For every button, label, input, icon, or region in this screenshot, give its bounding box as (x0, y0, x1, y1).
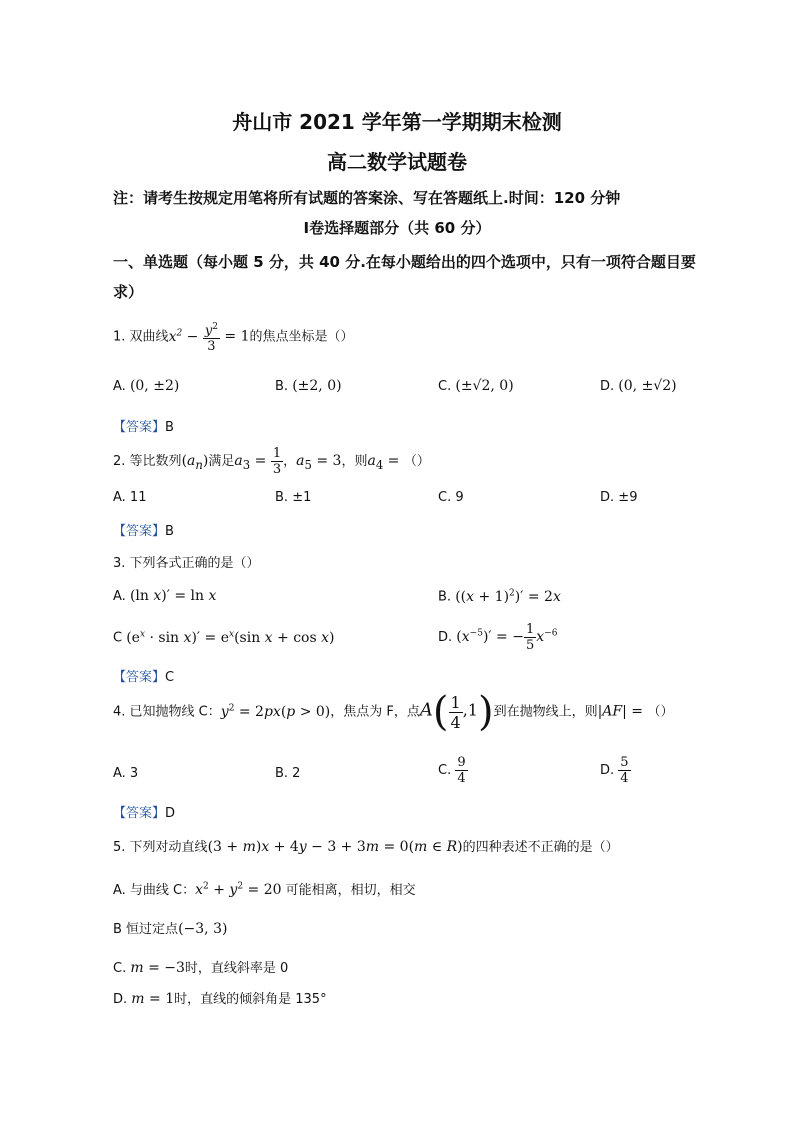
option-d: D. $(x^{-5})'$ = − $\frac{1}{5}$ $x^{-6}$ (438, 622, 558, 653)
question-5: 5. 下列对动直线(3 + m)x + 4y − 3 + 3m = 0(m ∈ R)的四种表述不正确的是（） (113, 839, 619, 855)
answer-3: 【答案】C (113, 670, 175, 685)
section-heading: 一、单选题（每小题 5 分，共 40 分.在每小题给出的四个选项中，只有一项符合题目要求） (113, 253, 696, 301)
answer-4: 【答案】D (113, 806, 176, 821)
part-heading: Ⅰ卷选择题部分（共 60 分） (303, 219, 491, 237)
option-c: C. 9 (438, 490, 464, 505)
question-4: 4. 已知抛物线 C：$y^2 = 2px(p > 0)$，焦点为 F，点A( $\frac{1}{4}$ ,1)到在抛物线上，则|AF| = （） (113, 689, 674, 735)
option-c: C. $\frac{9}{4}$ (438, 755, 466, 786)
question-stem-pre: 双曲线 (129, 329, 169, 345)
exam-subtitle: 高二数学试题卷 (327, 150, 467, 174)
math-fraction: $\frac{y^2}{3}$ (204, 322, 218, 355)
question-stem-post: 的焦点坐标是（） (249, 329, 354, 345)
option-c: C. m = −3时，直线斜率是 0 (113, 960, 289, 976)
option-a: A. 与曲线 C：$x^2 + y^2 = 20$ 可能相离，相切，相交 (113, 881, 416, 898)
option-b: B. (±2, 0) (275, 378, 342, 394)
option-d: D. $\frac{5}{4}$ (600, 755, 629, 786)
option-a: A. 11 (113, 490, 147, 505)
option-c: C. (±√2, 0) (438, 378, 514, 394)
question-3: 3. 下列各式正确的是（） (113, 556, 260, 571)
exam-title: 舟山市 2021 学年第一学期期末检测 (232, 110, 562, 134)
question-1 (113, 320, 354, 354)
option-c: C $(e^x \cdot \sin x)' = e^x(\sin$ x + cos x) (113, 629, 335, 646)
option-b: B. 2 (275, 766, 301, 781)
exam-note: 注：请考生按规定用笔将所有试题的答案涂、写在答题纸上.时间：120 分钟 (113, 189, 621, 207)
answer-1: 【答案】B (113, 420, 174, 435)
option-b: B. ±1 (275, 490, 312, 505)
math-fraction: $\frac{1}{3}$ (272, 446, 282, 477)
option-a: A. (ln x)′ = ln x (113, 588, 217, 604)
math-expression: $x^2$ − (168, 328, 203, 345)
option-b: B. $((x + 1)^2)' = 2x$ (438, 588, 561, 605)
option-a: A. 3 (113, 766, 139, 781)
option-b: B 恒过定点(−3, 3) (113, 921, 228, 937)
option-a: A. (0, ±2) (113, 378, 180, 394)
math-expression: = 1 (219, 328, 250, 345)
question-2: 2. 等比数列$(a_n)$满足$a_3$ = $\frac{1}{3}$ ，$a_5 = 3$，则$a_4$ = （） (113, 446, 430, 477)
option-d: D. (0, ±√2) (600, 378, 677, 394)
option-d: D. ±9 (600, 490, 638, 505)
answer-2: 【答案】B (113, 524, 174, 539)
question-number: 1. (113, 329, 126, 345)
option-d: D. m = 1时，直线的倾斜角是 135° (113, 991, 327, 1007)
